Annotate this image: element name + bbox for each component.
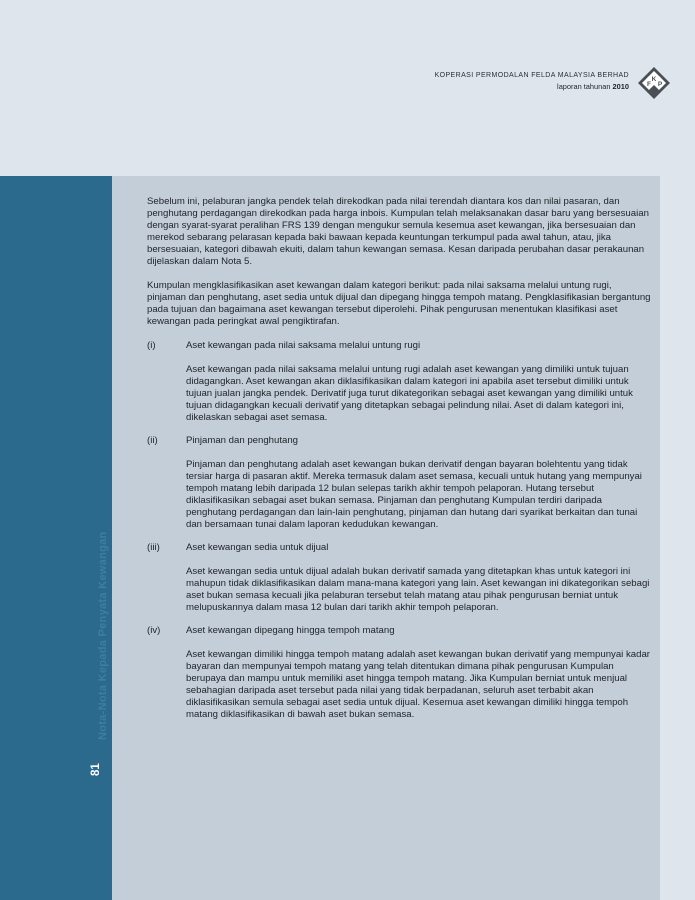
- list-item-i: [147, 340, 651, 424]
- paragraph-2: Kumpulan mengklasifikasikan aset kewangan dalam kategori berikut: pada nilai saksama melalui untung rugi, pinjaman dan penghutang, aset sedia untuk dijual dan dipegang hingga tempoh matang. Pengklasifikasian bergantung pada tujuan dan bagaimana aset kewangan tersebut diperolehi. Pihak pengurusan menentukan klasifikasi aset kewangan pada peringkat awal pengiktirafan.: [147, 280, 651, 327]
- logo-letter-k: K: [651, 76, 657, 83]
- item-body: Aset kewangan dimiliki hingga tempoh matang adalah aset kewangan bukan derivatif yang mempunyai kadar bayaran dan mempunyai tempoh matang yang telah ditentukan dimana pihak pengurusan Kumpulan berupaya dan mampu untuk memiliki aset hingga tempoh matang. Jika Kumpulan berniat untuk menjual sebahagian daripada aset tersebut pada nilai yang tidak berpadanan, seluruh aset terbabit akan diklasifikasikan semula sebagai aset sedia untuk dijual. Kesemua aset kewangan dimiliki hingga tempoh matang diklasifikasikan di bawah aset bukan semasa.: [186, 649, 650, 720]
- item-heading: Aset kewangan dipegang hingga tempoh matang: [186, 625, 395, 636]
- item-heading: Pinjaman dan penghutang: [186, 435, 299, 446]
- paragraph-1: Sebelum ini, pelaburan jangka pendek telah direkodkan pada nilai terendah diantara kos dan nilai pasaran, dan penghutang perdagangan direkodkan pada harga inbois. Kumpulan telah melaksanakan dasar baru yang bersesuaian dengan syarat-syarat peralihan FRS 139 dengan mengukur semula kesemua aset kewangan, jika bersesuaian dan merekod sebarang pelarasan kepada baki bawaan kepada keuntungan terkumpul pada awal tahun, atau, jika bersesuaian, kategori dibawah ekuiti, dalam tahun kewangan semasa. Kesan daripada perubahan dasar perakaunan dijelaskan dalam Nota 5.: [147, 196, 649, 267]
- item-numeral: (i): [147, 340, 156, 351]
- section-title: Nota-Nota Kepada Penyata Kewangan: [97, 531, 109, 740]
- item-heading-row: [147, 542, 651, 554]
- document-body: [147, 196, 651, 732]
- report-header: [435, 72, 629, 91]
- item-numeral: (iii): [147, 542, 160, 553]
- sidebar-band: [0, 176, 112, 900]
- list-item-iv: [147, 625, 651, 721]
- item-numeral: (ii): [147, 435, 158, 446]
- list-item-ii: [147, 435, 651, 531]
- page-number: 81: [90, 763, 102, 776]
- item-heading: Aset kewangan sedia untuk dijual: [186, 542, 329, 553]
- item-body: Aset kewangan sedia untuk dijual adalah bukan derivatif samada yang ditetapkan khas untuk kategori ini mahupun tidak diklasifikasikan dalam mana-mana kategori yang lain. Aset kewangan ini dikategorikan sebagi aset bukan semasa kecuali jika pelaburan tersebut telah matang atau pihak pengurusan berniat untuk melupuskannya dalam masa 12 bulan dari tarikh akhir tempoh pelaporan.: [186, 566, 650, 613]
- item-heading-row: [147, 435, 651, 447]
- item-heading: Aset kewangan pada nilai saksama melalui untung rugi: [186, 340, 421, 351]
- kpf-logo-icon: [637, 66, 671, 100]
- report-year: 2010: [612, 82, 629, 91]
- item-heading-row: [147, 340, 651, 352]
- item-body: Pinjaman dan penghutang adalah aset kewangan bukan derivatif dengan bayaran bolehtentu yang tidak tersiar harga di pasaran aktif. Mereka termasuk dalam aset semasa, kecuali untuk hutang yang mempunyai tempoh matang lebih daripada 12 bulan selepas tarikh akhir tempoh pelaporan. Hutang tersebut diklasifikasikan sebagai aset bukan semasa. Pinjaman dan penghutang Kumpulan terdiri daripada penghutang perdagangan dan lain-lain penghutang, pinjaman dan hutang dari syarikat berkaitan dan tunai dan bersamaan tunai dalam laporan kedudukan kewangan.: [186, 459, 642, 530]
- report-label: [435, 82, 629, 91]
- item-numeral: (iv): [147, 625, 161, 636]
- item-heading-row: [147, 625, 651, 637]
- logo-letter-f: F: [647, 81, 651, 88]
- logo-letter-p: P: [657, 81, 663, 88]
- list-item-iii: [147, 542, 651, 614]
- item-body: Aset kewangan pada nilai saksama melalui untung rugi adalah aset kewangan yang dimiliki untuk tujuan didagangkan. Aset kewangan akan diklasifikasikan dalam kategori ini apabila aset tersebut dimiliki untuk tujuan jualan jangka pendek. Derivatif juga turut dikategorikan sebagai aset kewangan yang dimiliki untuk tujuan didagangkan kecuali derivatif yang ditetapkan sebagai pelindung nilai. Aset di dalam kategori ini, dikelaskan sebagai aset semasa.: [186, 364, 633, 423]
- report-prefix: laporan tahunan: [557, 82, 611, 91]
- organization-name: KOPERASI PERMODALAN FELDA MALAYSIA BERHAD: [434, 72, 629, 79]
